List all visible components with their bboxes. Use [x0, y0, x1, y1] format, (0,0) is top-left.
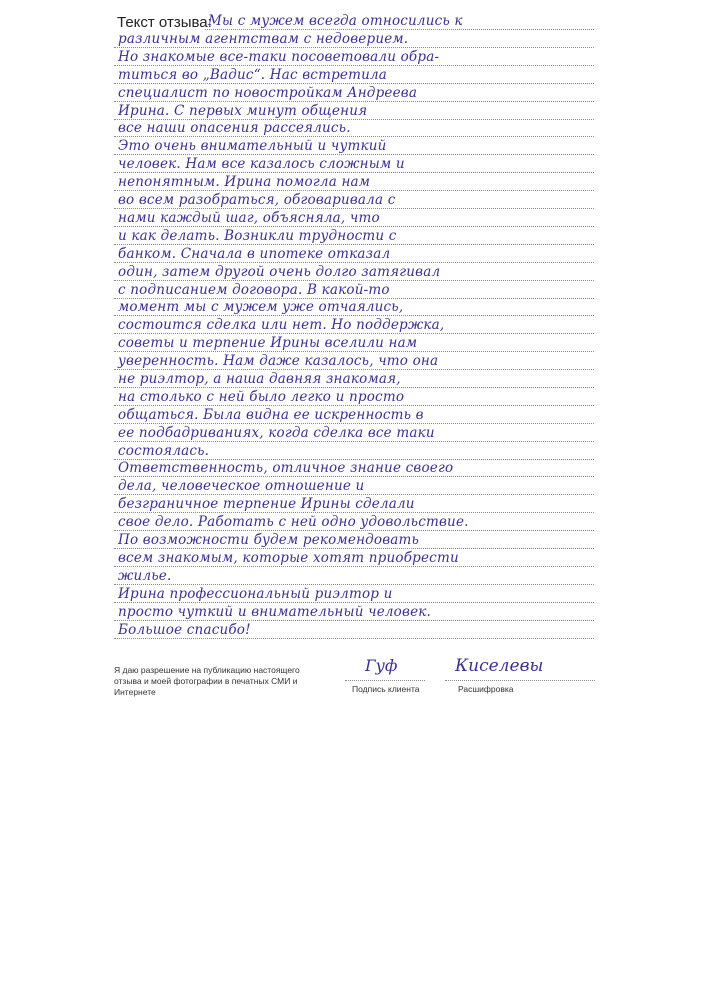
signature-line	[345, 680, 425, 681]
handwritten-line: Большое спасибо!	[118, 622, 251, 638]
handwritten-line: и как делать. Возникли трудности с	[118, 228, 397, 244]
ruled-line	[114, 423, 594, 424]
handwritten-line: банком. Сначала в ипотеке отказал	[118, 246, 391, 262]
ruled-line	[114, 333, 594, 334]
handwritten-line: Ирина профессиональный риэлтор и	[118, 586, 393, 602]
handwritten-line: состоялась.	[118, 443, 210, 459]
ruled-line	[114, 602, 594, 603]
ruled-line	[114, 101, 594, 102]
handwritten-line: человек. Нам все казалось сложным и	[118, 156, 405, 172]
ruled-line	[114, 387, 594, 388]
ruled-line	[114, 47, 594, 48]
handwritten-line: советы и терпение Ирины вселили нам	[118, 335, 418, 351]
handwritten-line: на столько с ней было легко и просто	[118, 389, 405, 405]
handwritten-line: просто чуткий и внимательный человек.	[118, 604, 432, 620]
ruled-line	[114, 369, 594, 370]
handwritten-line: всем знакомым, которые хотят приобрести	[118, 550, 459, 566]
consent-text: Я даю разрешение на публикацию настоящего отзыва и моей фотографии в печатных СМИ и Интернете	[114, 665, 300, 697]
ruled-line	[114, 441, 594, 442]
handwritten-line: момент мы с мужем уже отчаялись,	[118, 299, 404, 315]
ruled-line	[114, 530, 594, 531]
handwritten-line: По возможности будем рекомендовать	[118, 532, 420, 548]
ruled-line	[114, 548, 594, 549]
handwritten-line: титься во „Вадис“. Нас встретила	[118, 67, 388, 83]
handwritten-line: уверенность. Нам даже казалось, что она	[118, 353, 439, 369]
ruled-line	[114, 154, 594, 155]
handwritten-line: во всем разобраться, обговаривала с	[118, 192, 396, 208]
ruled-line	[114, 226, 594, 227]
ruled-line	[114, 512, 594, 513]
handwritten-line: все наши опасения рассеялись.	[118, 120, 351, 136]
ruled-line	[114, 83, 594, 84]
handwritten-line: нами каждый шаг, объясняла, что	[118, 210, 380, 226]
handwritten-line: общаться. Была видна ее искренность в	[118, 407, 424, 423]
ruled-line	[205, 29, 594, 30]
ruled-line	[114, 208, 594, 209]
handwritten-line: специалист по новостройкам Андреева	[118, 85, 418, 101]
handwritten-line: дела, человеческое отношение и	[118, 478, 365, 494]
decoding-line	[445, 680, 595, 681]
handwritten-line: свое дело. Работать с ней одно удовольствие.	[118, 514, 469, 530]
ruled-line	[114, 494, 594, 495]
handwritten-line: Это очень внимательный и чуткий	[118, 138, 387, 154]
handwritten-line: жилье.	[118, 568, 172, 584]
decoding-handwritten: Киселевы	[455, 656, 544, 676]
handwritten-line: один, затем другой очень долго затягивал	[118, 264, 441, 280]
signature-caption: Подпись клиента	[352, 684, 420, 694]
ruled-line	[114, 190, 594, 191]
ruled-line	[114, 65, 594, 66]
handwritten-line: ее подбадриваниях, когда сделка все таки	[118, 425, 435, 441]
client-signature: Гуф	[365, 656, 398, 675]
handwritten-line: Ответственность, отличное знание своего	[118, 460, 454, 476]
ruled-line	[114, 315, 594, 316]
ruled-line	[114, 262, 594, 263]
handwritten-line: непонятным. Ирина помогла нам	[118, 174, 371, 190]
ruled-line	[114, 172, 594, 173]
handwritten-line: безграничное терпение Ирины сделали	[118, 496, 415, 512]
ruled-line	[114, 638, 594, 639]
review-text-label: Текст отзыва:	[117, 14, 212, 31]
ruled-line	[114, 244, 594, 245]
handwritten-line: Мы с мужем всегда относились к	[208, 13, 463, 29]
handwritten-line: с подписанием договора. В какой-то	[118, 282, 390, 298]
ruled-line	[114, 136, 594, 137]
decoding-caption: Расшифровка	[458, 684, 514, 694]
handwritten-line: состоится сделка или нет. Но поддержка,	[118, 317, 445, 333]
handwritten-line: различным агентствам с недоверием.	[118, 31, 409, 47]
ruled-line	[114, 351, 594, 352]
ruled-line	[114, 620, 594, 621]
handwritten-line: не риэлтор, а наша давняя знакомая,	[118, 371, 401, 387]
handwritten-line: Но знакомые все-таки посоветовали обра-	[118, 49, 440, 65]
ruled-line	[114, 476, 594, 477]
ruled-line	[114, 280, 594, 281]
ruled-line	[114, 405, 594, 406]
handwritten-line: Ирина. С первых минут общения	[118, 103, 368, 119]
ruled-line	[114, 566, 594, 567]
ruled-line	[114, 584, 594, 585]
